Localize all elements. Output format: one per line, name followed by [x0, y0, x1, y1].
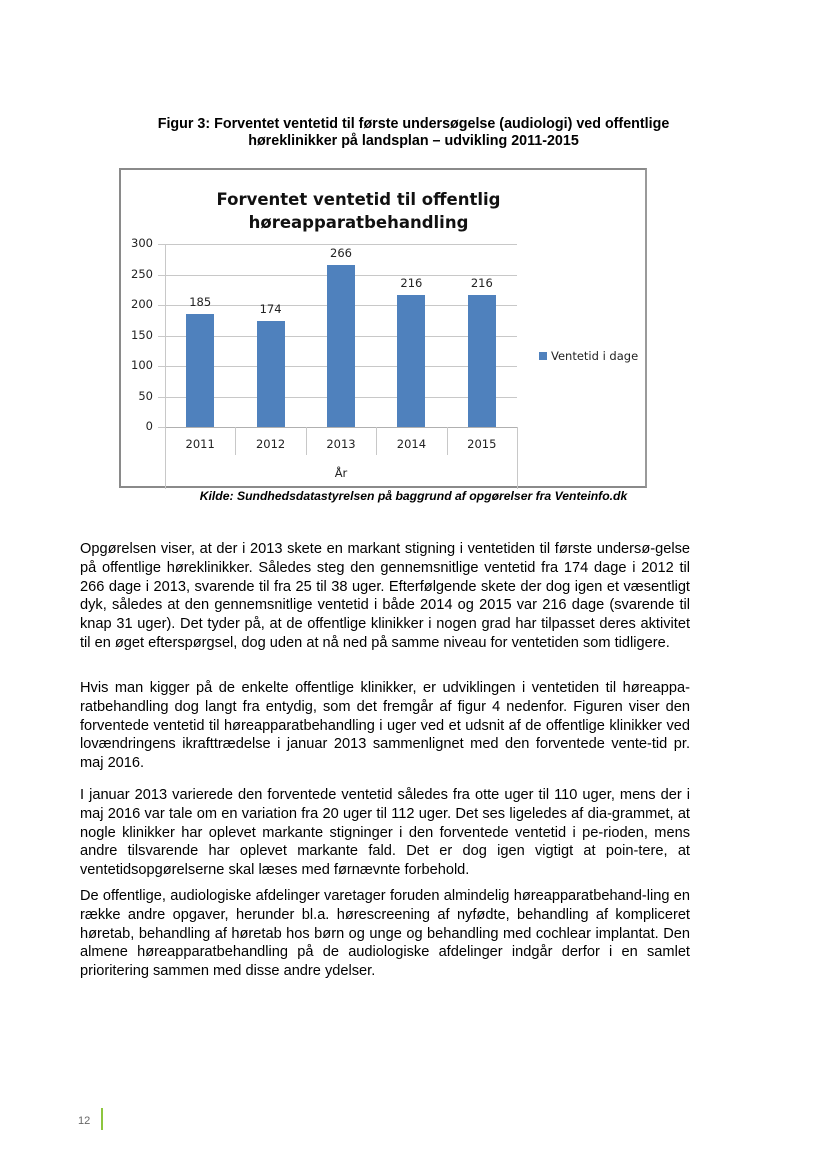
y-tick-mark	[158, 336, 165, 337]
legend-label: Ventetid i dage	[551, 349, 639, 363]
x-category-label: 2013	[326, 437, 356, 451]
y-tick-mark	[158, 397, 165, 398]
bar-chart	[119, 168, 647, 488]
page-number: 12	[78, 1115, 91, 1127]
x-category-label: 2011	[185, 437, 215, 451]
bar-2013	[327, 265, 355, 427]
figure-source: Kilde: Sundhedsdatastyrelsen på baggrund af opgørelser fra Venteinfo.dk	[199, 489, 628, 503]
bar-value-label: 174	[259, 301, 282, 316]
x-category-label: 2012	[255, 437, 286, 451]
page-accent-bar	[101, 1108, 103, 1130]
category-separator	[235, 427, 236, 455]
figure-title-line-1: Figur 3: Forventet ventetid til første undersøgelse (audiologi) ved offentlige	[157, 116, 670, 132]
x-category-label: 2015	[467, 437, 497, 451]
x-axis-label: År	[334, 466, 348, 480]
legend-swatch-icon	[539, 352, 547, 360]
x-axis-frame-right	[517, 427, 518, 489]
category-separator	[447, 427, 448, 455]
y-tick-mark	[158, 366, 165, 367]
y-tick-mark	[158, 427, 165, 428]
y-tick-mark	[158, 244, 165, 245]
chart-legend	[539, 349, 638, 363]
figure-caption-title	[100, 116, 727, 150]
paragraph-2: Hvis man kigger på de enkelte offentlige klinikker, er udviklingen i ventetiden til høreappa-ratbehandling dog langt fra entydig, som det fremgår af figur 4 nedenfor. Figuren viser den forventede ventetid til høreapparatbehandling i uger ved et udsnit af de offentlige klinikker ved lovændringens ikrafttrædelse i januar 2013 sammenlignet med den forventede vente-tid pr. maj 2016.	[80, 680, 690, 772]
x-category-label: 2014	[396, 437, 427, 451]
y-tick-label: 250	[131, 266, 153, 281]
y-tick-label: 0	[145, 419, 153, 433]
bar-2012	[257, 321, 285, 427]
bar-2014	[397, 295, 425, 427]
bar-value-label: 216	[470, 276, 493, 291]
plot-area	[131, 236, 517, 480]
paragraph-1: Opgørelsen viser, at der i 2013 skete en markant stigning i ventetiden til første undersø-gelse på offentlige høreklinikker. Således steg den gennemsnitlige ventetid fra 174 dage i 2012 til 266 dage i 2013, svarende til fra 25 til 38 uger. Efterfølgende skete der dog igen et væsentligt dyk, således at den gennemsnitlige ventetid i både 2014 og 2015 var 216 dage (svarende til knap 31 uger). Det tyder på, at de offentlige klinikker i nogen grad har tilpasset deres aktivitet til en øget efterspørgsel, dog uden at nå ned på samme niveau for ventetiden som tidligere.	[80, 541, 690, 651]
x-axis	[165, 427, 517, 428]
y-tick-label: 50	[138, 388, 153, 403]
y-tick-mark	[158, 275, 165, 276]
bar-2011	[186, 314, 214, 427]
paragraph-3: I januar 2013 varierede den forventede ventetid således fra otte uger til 110 uger, mens der i maj 2016 var tale om en variation fra 20 uger til 112 uger. Det ses ligeledes af dia-grammet, at nogle klinikker har oplevet markante stigninger i den forventede ventetid i pe-rioden, mens andre tilsvarende har oplevet markante fald. Det er dog igen vigtigt at poin-tere, at ventetidsopgørelserne skal læses med førnævnte forbehold.	[80, 787, 690, 879]
category-separator	[306, 427, 307, 455]
chart-title	[121, 188, 596, 234]
y-tick-mark	[158, 305, 165, 306]
bar-value-label: 266	[330, 245, 352, 260]
chart-title-line-1: Forventet ventetid til offentlig	[216, 190, 501, 209]
paragraph-4: De offentlige, audiologiske afdelinger varetager foruden almindelig høreapparatbehand-ling en række andre opgaver, herunder bl.a. hørescreening af nyfødte, behandling af kompliceret høretab, behandling af høretab hos børn og unge og behandling med cochlear implantat. Den almene høreapparatbehandling på de audiologiske afdelinger indgår derfor i en samlet prioritering sammen med disse andre ydelser.	[80, 888, 690, 980]
y-tick-label: 300	[131, 236, 153, 250]
y-tick-label: 100	[131, 358, 153, 372]
category-separator	[376, 427, 377, 455]
bar-2015	[468, 295, 496, 427]
chart-title-line-2: høreapparatbehandling	[248, 213, 469, 232]
figure-title-line-2: høreklinikker på landsplan – udvikling 2011-2015	[248, 133, 579, 149]
y-tick-label: 200	[131, 297, 153, 311]
bar-value-label: 216	[400, 276, 423, 291]
y-tick-label: 150	[131, 327, 153, 342]
bar-value-label: 185	[189, 295, 212, 310]
